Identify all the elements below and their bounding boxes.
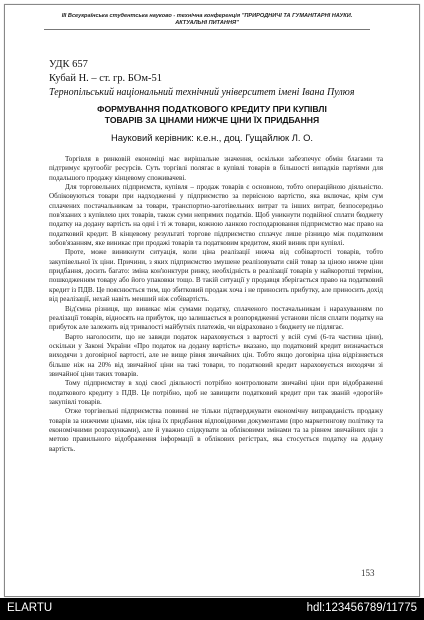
handle-id: hdl:123456789/11775 [306, 602, 417, 614]
body-paragraph: Отже торгівельні підприємства повинні не тільки підтверджувати економічну виправданість продажу товарів за нижчими цінами, ніж ціна їх придбання відповідними документами (про маркетингову політику та економічними розрахунками), але й уважно слідкувати за обліковими змінами та за рівнем звичайних цін з метою правильного відображення інформації в облікових регістрах, яка стосується податку на додану вартість. [49, 407, 383, 453]
conference-header-line: АКТУАЛЬНІ ПИТАННЯ" [175, 19, 239, 26]
conference-header [44, 13, 370, 30]
repository-footer [0, 598, 424, 620]
article-title-line: ФОРМУВАННЯ ПОДАТКОВОГО КРЕДИТУ ПРИ КУПІВЛІ [97, 104, 327, 114]
scientific-supervisor: Науковий керівник: к.е.н., доц. Гущайлюк Л. О. [110, 132, 313, 143]
repository-name: ELARTU [7, 602, 53, 614]
university-name: Тернопільський національний технічний університет імені Івана Пулюя [49, 87, 355, 98]
article-body [49, 155, 383, 454]
body-paragraph: Проте, може виникнути ситуація, коли ціна реалізації нижча від собівартості товарів, тобто закупівельної їх ціни. Причини, з яких підприємство змушене реалізовувати свій товар за ціною нижче ціни придбання, досить багато: зміна кон'юнктури ринку, необхідність в реалізації товарів у найкоротші терміни, пошкодженням товару або його упаковки тощо. В такій ситуації у продавця зберігається право на податковий кредит із ПДВ. Це пояснюється тим, що збитковий продаж хоча і не приносить прибутку, але приносить дохід від реалізації, нехай навіть менший ніж собівартість. [49, 248, 383, 304]
body-paragraph: Варто наголосити, що не завжди податок нараховується з вартості у всій сумі (6-та частина ціни), оскільки у Законі України «Про податок на додану вартість» вказано, що податковий кредит визначається виходячи з договірної вартості, але не вище рівня звичайних цін. Тобто якщо договірна ціна відрізняється більше ніж на 20% від звичайної ціни на такі товари, то податковий кредит нараховується виходячи зі звичайної ціни таких товарів. [49, 332, 383, 378]
udk-code: УДК 657 [49, 59, 88, 70]
body-paragraph: Від'ємна різниця, що виникає між сумами податку, сплаченого постачальникам і нарахуванням по реалізації товарів, відносять на прибуток, що залишається в розпорядженні установи після сплати податку на прибуток але залежить від тривалості майбутніх платежів, чи відраховано з бюджету не підлягає. [49, 304, 383, 332]
body-paragraph: Тому підприємству в ході своєї діяльності потрібно контролювати звичайні ціни при відображенні податкового кредиту з ПДВ. Це потрібно, щоб не завищити податковий кредит при так званій «дорогій» закупівлі товарів. [49, 379, 383, 406]
body-paragraph: Торгівля в ринковій економіці має вирішальне значення, оскільки забезпечує обмін благами та підтримує кругообіг ресурсів. Суть торгівлі полягає в купівлі товарів в більшості випадків партіями для подальшого продажу кінцевому споживачеві. [49, 155, 383, 182]
page-number: 153 [361, 568, 375, 578]
article-title-line: ТОВАРІВ ЗА ЦІНАМИ НИЖЧЕ ЦІНИ ЇХ ПРИДБАННЯ [104, 115, 320, 125]
author-line: Кубай Н. – ст. гр. БОм-51 [49, 73, 162, 84]
document-page [4, 4, 420, 597]
body-paragraph: Для торговельних підприємств, купівля – продаж товарів є основною, тобто операційною діяльністю. Обліковуються товари при надходженні у підприємство за первісною вартістю, яка включає, крім сум сплачених постачальникам за товари, транспортно-заготівельних витрат та інших витрат, безпосередньо пов'язаних з купівлею цих товарів, також суми непрямих податків. Щоб уникнути подвійної сплати бюджету податку на додану вартість на одні і ті ж товари, кожною ланкою господарювання підприємство має право на податковий кредит. В кінцевому результаті торгове підприємство сплачує лише різницю між податковим зобов'язанням, яке виникає при продажі товарів та податковим кредитом, який виник при купівлі. [49, 183, 383, 248]
article-title [51, 104, 373, 126]
conference-header-line: ІІІ Всеукраїнська студентська науково - технічна конференція "ПРИРОДНИЧІ ТА ГУМАНІТАРНІ НАУКИ. [61, 13, 353, 19]
